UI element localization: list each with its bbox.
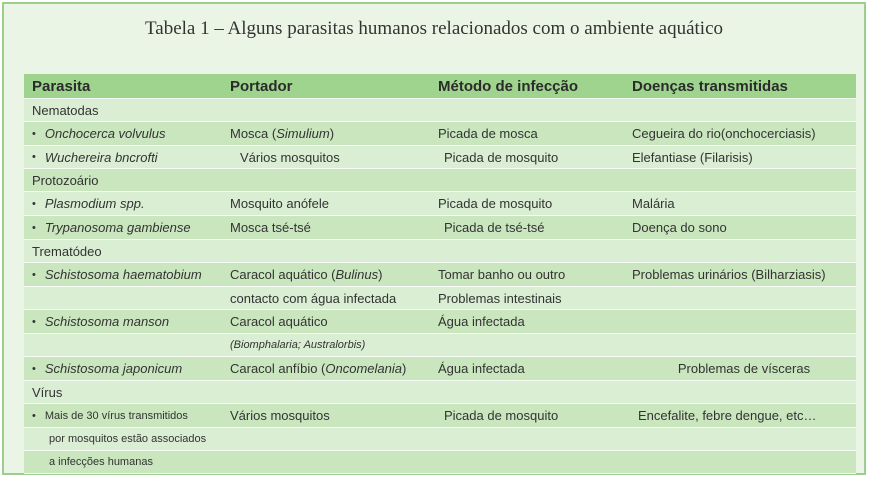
table-row bbox=[24, 263, 856, 287]
group-row-nematodas bbox=[24, 99, 856, 122]
carrier-line2: (Biomphalaria; Australorbis) bbox=[230, 339, 366, 351]
infection-method-line2: Problemas intestinais bbox=[438, 290, 562, 306]
infection-method: Picada de mosquito bbox=[444, 149, 559, 165]
table-row-continuation bbox=[24, 451, 856, 474]
group-row-protozoario bbox=[24, 169, 856, 192]
bullet-icon: • bbox=[32, 315, 36, 328]
bullet-icon: • bbox=[32, 197, 36, 210]
table-row bbox=[24, 310, 856, 334]
table-row bbox=[24, 357, 856, 381]
carrier: Vários mosquitos bbox=[240, 149, 340, 165]
bullet-icon: • bbox=[32, 409, 36, 422]
header-parasita: Parasita bbox=[32, 77, 91, 95]
carrier: Mosquito anófele bbox=[230, 196, 330, 211]
table-row-continuation bbox=[24, 287, 856, 310]
carrier: Caracol aquático ( Bulinus ) bbox=[230, 267, 383, 282]
parasite-name: • Wuchereira bncrofti bbox=[32, 149, 158, 165]
infection-method: Água infectada bbox=[438, 314, 525, 329]
table-row bbox=[24, 216, 856, 240]
parasite-name: • Schistosoma manson bbox=[32, 314, 170, 329]
bullet-icon: • bbox=[32, 151, 36, 163]
group-row-virus bbox=[24, 381, 856, 404]
carrier: Caracol aquático bbox=[230, 314, 328, 329]
header-portador: Portador bbox=[230, 77, 293, 95]
diseases: Doença do sono bbox=[632, 220, 727, 235]
bullet-icon: • bbox=[32, 268, 36, 281]
carrier: Caracol anfíbio ( Oncomelania ) bbox=[230, 361, 407, 376]
table-caption: Tabela 1 – Alguns parasitas humanos relacionados com o ambiente aquático bbox=[145, 18, 723, 39]
carrier-line2: contacto com água infectada bbox=[230, 290, 397, 306]
header-metodo: Método de infecção bbox=[438, 77, 579, 95]
table-row-continuation bbox=[24, 334, 856, 357]
infection-method: Picada de mosquito bbox=[438, 196, 553, 211]
carrier: Mosca ( Simulium ) bbox=[230, 126, 335, 141]
parasite-name-line2: por mosquitos estão associados bbox=[49, 433, 207, 445]
diseases: Cegueira do rio(onchocerciasis) bbox=[632, 126, 816, 141]
diseases: Malária bbox=[632, 196, 675, 211]
group-label: Protozoário bbox=[32, 172, 99, 188]
table-row bbox=[24, 192, 856, 216]
carrier: Vários mosquitos bbox=[230, 408, 330, 423]
table-row bbox=[24, 146, 856, 169]
group-label: Vírus bbox=[32, 384, 63, 400]
parasite-name: • Schistosoma haematobium bbox=[32, 267, 202, 282]
group-row-trematodeo bbox=[24, 240, 856, 263]
group-label: Trematódeo bbox=[32, 243, 102, 259]
infection-method: Picada de tsé-tsé bbox=[444, 220, 545, 235]
bullet-icon: • bbox=[32, 127, 36, 140]
bullet-icon: • bbox=[32, 221, 36, 234]
table-row-continuation bbox=[24, 428, 856, 451]
table-header-row bbox=[24, 74, 856, 99]
parasite-name: • Onchocerca volvulus bbox=[32, 126, 166, 141]
table-frame bbox=[2, 2, 866, 475]
parasite-name: • Mais de 30 vírus transmitidos bbox=[32, 409, 188, 422]
table-row bbox=[24, 404, 856, 428]
parasite-name-line3: a infecções humanas bbox=[49, 456, 153, 468]
infection-method: Água infectada bbox=[438, 361, 525, 376]
bullet-icon: • bbox=[32, 362, 36, 375]
parasite-name: • Trypanosoma gambiense bbox=[32, 220, 191, 235]
parasite-name: • Schistosoma japonicum bbox=[32, 361, 183, 376]
diseases: Problemas de vísceras bbox=[677, 361, 811, 376]
parasites-table bbox=[24, 74, 856, 474]
diseases: Elefantiase (Filarisis) bbox=[632, 149, 753, 165]
table-row bbox=[24, 122, 856, 146]
infection-method: Tomar banho ou outro bbox=[438, 267, 566, 282]
diseases: Problemas urinários (Bilharziasis) bbox=[632, 267, 826, 282]
carrier: Mosca tsé-tsé bbox=[230, 220, 311, 235]
infection-method: Picada de mosca bbox=[438, 126, 538, 141]
parasite-name: • Plasmodium spp. bbox=[32, 196, 145, 211]
group-label: Nematodas bbox=[32, 102, 99, 118]
diseases: Encefalite, febre dengue, etc… bbox=[638, 408, 817, 423]
infection-method: Picada de mosquito bbox=[444, 408, 559, 423]
header-doencas: Doenças transmitidas bbox=[632, 77, 788, 95]
